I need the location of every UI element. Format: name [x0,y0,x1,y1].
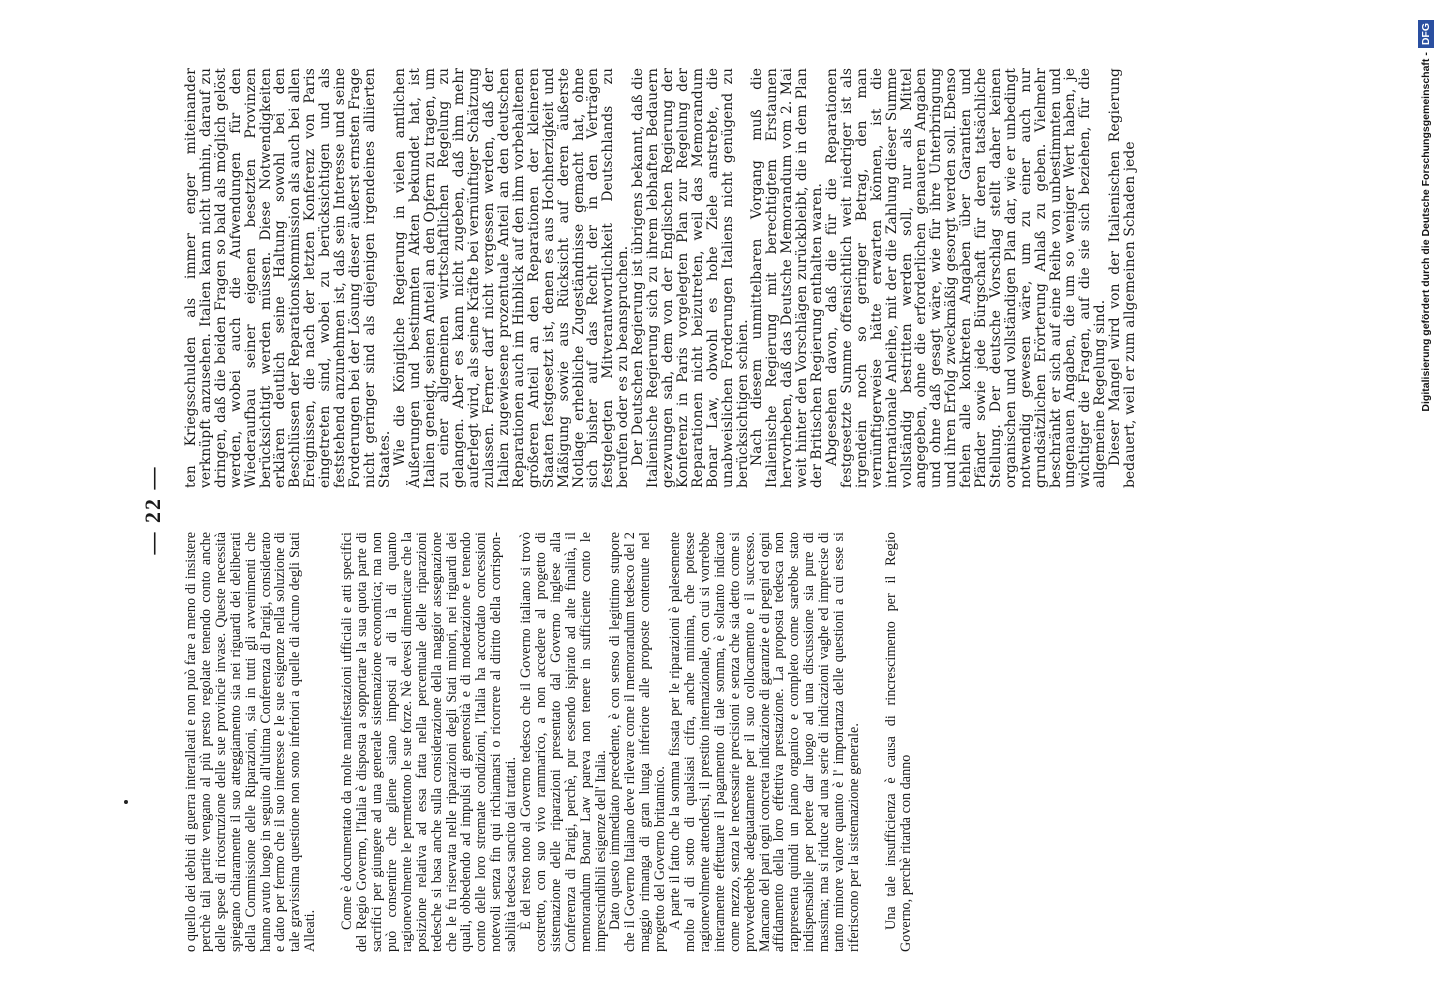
digitization-credit [1418,20,1434,980]
german-column [184,68,1138,488]
ink-speck [124,800,128,804]
italian-paragraph: Dato questo immediato precedente, è con senso di legittimo stupore che il Governo Italiano deve rilevare come il memorandum tedesco del 2 maggio rimanga di gran lunga inferiore alle proposte contenute nel progetto del Governo britannico. [607,532,669,952]
german-paragraph: ten Kriegsschulden als immer enger miteinander verknüpft anzusehen. Italien kann nicht umhin, darauf zu dringen, daß die beiden Fragen so bald als möglich gelöst werden, wobei auch die Aufwendungen für den Wiederaufbau seiner eigenen besetzten Provinzen berücksichtigt werden müssen. Diese Notwendigkeiten erklären deutlich seine Haltung sowohl bei den Beschlüssen der Reparationskommission als auch bei allen Ereignissen, die nach der letzten Konferenz von Paris eingetreten sind, wobei zu berücksichtigen und als feststehend anzunehmen ist, daß sein Interesse und seine Forderungen bei der Lösung dieser äußerst ernsten Frage nicht geringer sind als diejenigen irgendeines alliierten Staates. [183,68,393,488]
page-number: — 22 — [140,465,165,555]
italian-paragraph: Una tale insufficienza è causa di rincrescimento per il Regio Governo, perchè ritarda con danno [882,532,914,952]
german-paragraph: Der Deutschen Regierung ist übrigens bekannt, daß die Italienische Regierung sich zu ihrem lebhaften Bedauern gezwungen sah, dem von der Englischen Regierung der Konferenz in Paris vorgelegten Plan zur Regelung der Reparationen nicht beizutreten, weil das Memorandum Bonar Law, obwohl es hohe Ziele anstrebte, die unabweislichen Forderungen Italiens nicht genügend zu berücksichtigen schien. [630,68,751,488]
dfg-logo: DFG [1418,20,1434,48]
german-paragraph: Wie die Königliche Regierung in vielen amtlichen Äußerungen und bestimmten Akten bekundet hat, ist Italien geneigt, seinen Anteil an den Opfern zu tragen, um zu einer allgemeinen wirtschaftlichen Regelung zu gelangen. Aber es kann nicht zugeben, daß ihm mehr auferlegt wird, als seine Kräfte bei vernünftiger Schätzung zulassen. Ferner darf nicht vergessen werden, daß der Italien zugewiesene prozentuale Anteil an den deutschen Reparationen auch im Hinblick auf den ihm vorbehaltenen größeren Anteil an den Reparationen der kleineren Staaten festgesetzt ist, denen es aus Hochherzigkeit und Mäßigung sowie aus Rücksicht auf deren äußerste Notlage erhebliche Zugeständnisse gemacht hat, ohne sich bisher auf das Recht der in den Verträgen festgelegten Mitverantwortlichkeit Deutschlands zu berufen oder es zu beanspruchen. [391,68,632,488]
german-paragraph: Nach diesem unmittelbaren Vorgang muß die Italienische Regierung mit berechtigtem Erstaunen hervorheben, daß das Deutsche Memorandum vom 2. Mai weit hinter den Vorschlägen zurückbleibt, die in dem Plan der Britischen Regierung enthalten waren. [749,68,826,488]
credit-text: Digitalisierung gefördert durch die Deutsche Forschungsgemeinschaft - [1420,52,1432,412]
rotated-page-content [68,50,1378,970]
german-paragraph: Abgesehen davon, daß die für die Reparationen festgesetzte Summe offensichtlich weit niedriger ist als irgendein noch so geringer Betrag, den man vernünftigerweise hätte erwarten können, ist die internationale Anleihe, mit der die Zahlung dieser Summe vollständig bestritten werden soll, nur als Mittel angegeben, ohne die erforderlichen genaueren Angaben und ohne daß gesagt wäre, wie für ihre Unterbringung und ihren Erfolg zweckmäßig gesorgt werden soll. Ebenso fehlen alle konkreten Angaben über Garantien und Pfänder sowie jede Bürgschaft für deren tatsächliche Stellung. Der deutsche Vorschlag stellt daher keinen organischen und vollständigen Plan dar, wie er unbedingt notwendig gewesen wäre, um zu einer auch nur grundsätzlichen Erörterung Anlaß zu geben. Vielmehr beschränkt er sich auf eine Reihe von unbestimmten und ungenauen Angaben, die um so weniger Wert haben, je wichtiger die Fragen, auf die sie sich beziehen, für die allgemeine Regelung sind. [823,68,1109,488]
italian-column [184,532,914,952]
italian-paragraph: A parte il fatto che la somma fissata per le riparazioni è palesemente molto al di sotto di qualsiasi cifra, anche minima, che potesse ragionevolmente attendersi, il prestito internazionale, con cui si vorrebbe interamente effettuare il pagamento di tale somma, è soltanto indicato come mezzo, senza le necessarie precisioni e senza che sia detto come si provvederebbe adeguatamente per il suo collocamento e il successo. Mancano del pari ogni concreta indicazione di garanzie e di pegni ed ogni affidamento della loro effettiva prestazione. La proposta tedesca non rappresenta quindi un piano organico e completo come sarebbe stato indispensabile per potere dar luogo ad una discussione sia pure di massima; ma si riduce ad una serie di indicazioni vaghe ed imprecise di tanto minore valore quanto è l' importanza delle questioni a cui esse si riferiscono per la sistemazione generale. [667,532,862,952]
italian-paragraph: o quello dei debiti di guerra interalleati e non può fare a meno di insistere perchè tali partite vengano al più presto regolate tenendo conto anche delle spese di ricostruzione delle sue provincie invase. Queste necessità spiegano chiaramente il suo atteggiamento sia nei riguardi dei deliberati della Commissione delle Riparazioni, sia in tutti gli avvenimenti che hanno avuto luogo in seguito all'ultima Conferenza di Parigi, considerato e dato per fermo che il suo interesse e le sue esigenze nella soluzione di tale gravissima questione non sono inferiori a quelle di alcuno degli Stati Alleati. [183,532,319,952]
italian-paragraph: Come è documentato da molte manifestazioni ufficiali e atti specifici del Regio Governo, l'Italia è disposta a sopportare la sua quota parte di sacrifici per giungere ad una generale sistemazione economica; ma non può consentire che gliene siano imposti al di là di quanto ragionevolmente le permettono le sue forze. Nè devesi dimenticare che la posizione relativa ad essa fatta nella percentuale delle riparazioni tedesche si basa anche sulla considerazione della maggior assegnazione che le fu riservata nelle riparazioni degli Stati minori, nei riguardi dei quali, obbedendo ad impulsi di generosità e di moderazione e tenendo conto delle loro stremate condizioni, l'Italia ha accordato concessioni notevoli senza fin qui richiamarsi o ricorrere al diritto della corrispon- sabilità tedesca sancito dai trattati. [339,532,520,952]
german-paragraph: Dieser Mangel wird von der Italienischen Regierung bedauert, weil er zum allgemeinen Schaden jede [1107,68,1139,488]
italian-paragraph: È del resto noto al Governo tedesco che il Governo italiano si trovò costretto, con suo vivo rammarico, a non accedere al progetto di sistemazione delle riparazioni presentato dal Governo inglese alla Conferenza di Parigi, perchè, pur essendo ispirato ad alte finalità, il memorandum Bonar Law pareva non tenere in sufficiente conto le imprescindibili esigenze dell' Italia. [518,532,609,952]
